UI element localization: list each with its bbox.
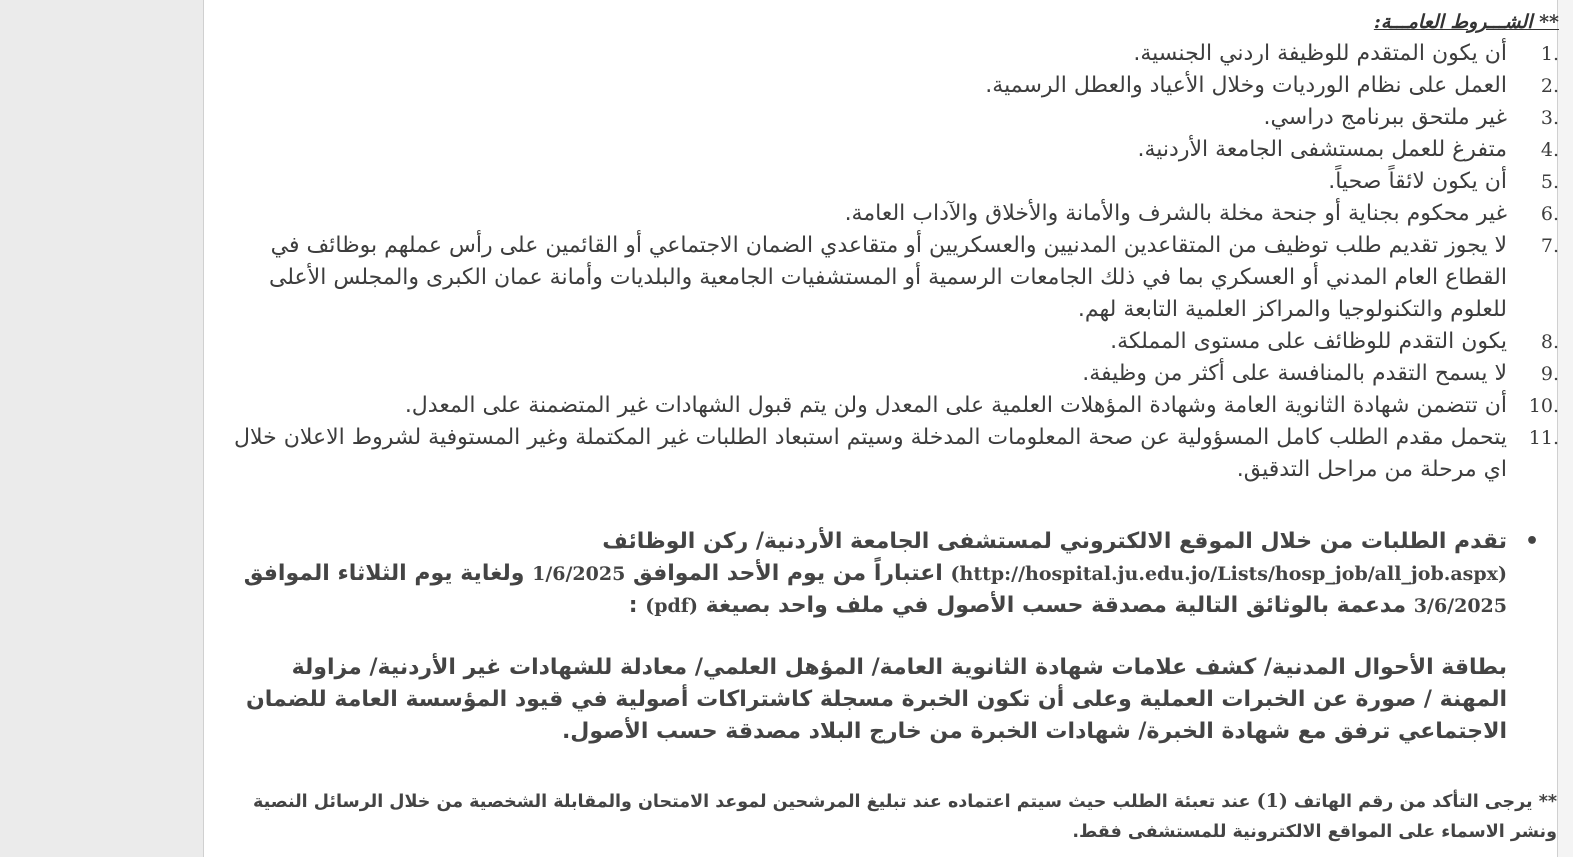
condition-number: .10	[1528, 395, 1559, 417]
apply-text-from: اعتباراً من يوم الأحد الموافق	[632, 561, 943, 586]
end-date: 3/6/2025	[1413, 595, 1507, 617]
condition-text: متفرغ للعمل بمستشفى الجامعة الأردنية.	[1137, 137, 1507, 162]
condition-item	[219, 70, 1559, 102]
condition-text: أن تتضمن شهادة الثانوية العامة وشهادة المؤهلات العلمية على المعدل ولن يتم قبول الشهادات غير المتضمنة على المعدل.	[404, 393, 1507, 418]
general-conditions-heading: ** الشـــروط العامـــة:	[1373, 11, 1559, 33]
apply-text-intro: تقدم الطلبات من خلال الموقع الالكتروني لمستشفى الجامعة الأردنية/ ركن الوظائف	[602, 529, 1507, 554]
condition-text: لا يسمح التقدم بالمنافسة على أكثر من وظيفة.	[1082, 361, 1507, 386]
condition-item	[219, 102, 1559, 134]
condition-item	[219, 390, 1559, 422]
condition-number: .4	[1540, 139, 1559, 161]
apply-text-colon: :	[628, 593, 638, 618]
condition-number: .3	[1540, 107, 1559, 129]
condition-number: .7	[1540, 235, 1559, 257]
bullet-marker: •	[1524, 529, 1539, 554]
condition-text: يكون التقدم للوظائف على مستوى المملكة.	[1110, 329, 1507, 354]
required-documents: بطاقة الأحوال المدنية/ كشف علامات شهادة الثانوية العامة/ المؤهل العلمي/ معادلة للشهادات غير الأردنية/ مزاولة المهنة / صورة عن الخبرات العملية وعلى أن تكون الخبرة مسجلة كاشتراكات أصولية في قيود المؤسسة العامة للضمان الاجتماعي ترفق مع شهادة الخبرة/ شهادات الخبرة من خارج البلاد مصدقة حسب الأصول.	[245, 655, 1507, 744]
application-instructions	[219, 526, 1559, 622]
start-date: 1/6/2025	[532, 563, 626, 585]
condition-text: أن يكون المتقدم للوظيفة اردني الجنسية.	[1133, 41, 1507, 66]
apply-text-until: ولغاية يوم الثلاثاء الموافق	[243, 561, 525, 586]
condition-number: .8	[1540, 331, 1559, 353]
apply-text-documents: مدعمة بالوثائق التالية مصدقة حسب الأصول في ملف واحد بصيغة	[705, 593, 1407, 618]
condition-item	[219, 38, 1559, 70]
document-content	[219, 6, 1559, 847]
condition-item	[219, 166, 1559, 198]
condition-item	[219, 198, 1559, 230]
condition-number: .2	[1540, 75, 1559, 97]
note-text-b: عند تعبئة الطلب حيث سيتم اعتماده عند تبليغ المرشحين لموعد الامتحان والمقابلة الشخصية من خلال الرسائل النصية ونشر الاسماء على المواقع الالكترونية للمستشفى فقط.	[252, 792, 1557, 842]
scrollbar-track[interactable]	[1558, 0, 1573, 857]
condition-text: العمل على نظام الورديات وخلال الأعياد والعطل الرسمية.	[985, 73, 1507, 98]
file-format: (pdf)	[645, 595, 698, 617]
condition-item	[219, 358, 1559, 390]
note-number: (1)	[1256, 790, 1288, 812]
condition-number: .6	[1540, 203, 1559, 225]
condition-item	[219, 326, 1559, 358]
condition-text: أن يكون لائقاً صحياً.	[1328, 169, 1507, 194]
condition-number: .11	[1528, 427, 1559, 449]
condition-text: غير محكوم بجناية أو جنحة مخلة بالشرف والأمانة والأخلاق والآداب العامة.	[844, 201, 1507, 226]
condition-item	[219, 134, 1559, 166]
condition-number: .5	[1540, 171, 1559, 193]
conditions-list	[219, 38, 1559, 486]
condition-item	[219, 230, 1559, 326]
condition-item	[219, 422, 1559, 486]
condition-text: يتحمل مقدم الطلب كامل المسؤولية عن صحة المعلومات المدخلة وسيتم استبعاد الطلبات غير المكتملة وغير المستوفية لشروط الاعلان خلال اي مرحلة من مراحل التدقيق.	[233, 425, 1507, 482]
condition-number: .1	[1540, 43, 1559, 65]
condition-number: .9	[1540, 363, 1559, 385]
note-text-a: يرجى التأكد من رقم الهاتف	[1293, 792, 1533, 812]
application-url-link[interactable]: (http://hospital.ju.edu.jo/Lists/hosp_job/all_job.aspx)	[950, 563, 1507, 585]
condition-text: لا يجوز تقديم طلب توظيف من المتقاعدين المدنيين والعسكريين أو متقاعدي الضمان الاجتماعي أو القائمين على رأس عملهم بوظائف في القطاع العام المدني أو العسكري بما في ذلك الجامعات الرسمية أو المستشفيات الجامعية والبلديات وأمانة عمان الكبرى والمجلس الأعلى للعلوم والتكنولوجيا والمراكز العلمية التابعة لهم.	[268, 233, 1507, 322]
condition-text: غير ملتحق ببرنامج دراسي.	[1263, 105, 1507, 130]
phone-note	[219, 786, 1559, 847]
note-prefix: **	[1538, 792, 1557, 812]
